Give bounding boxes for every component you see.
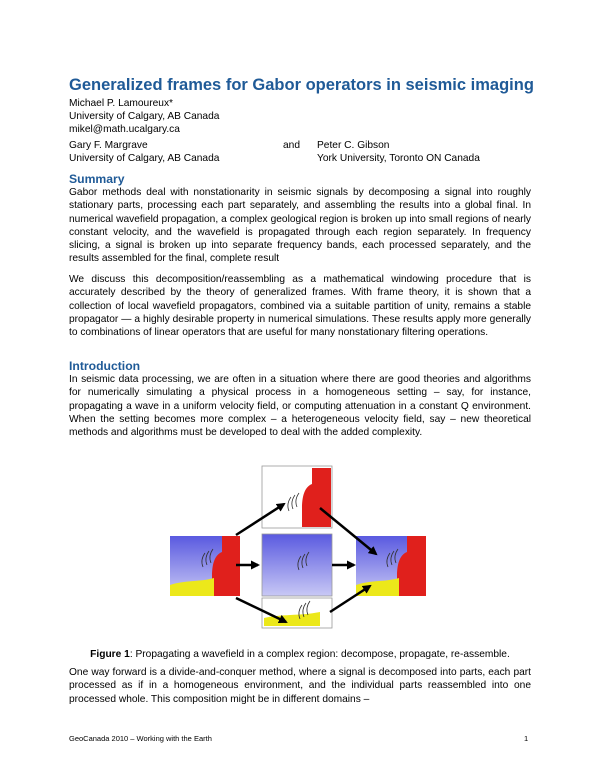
author-1-affiliation: University of Calgary, AB Canada — [69, 111, 220, 122]
figure-1-caption-text: : Propagating a wavefield in a complex region: decompose, propagate, re-assemble. — [129, 649, 510, 660]
footer-page-number: 1 — [524, 734, 529, 743]
summary-heading: Summary — [69, 172, 125, 186]
author-conjunction: and — [283, 140, 300, 151]
figure-1-caption — [60, 649, 540, 660]
author-3-name: Peter C. Gibson — [317, 140, 390, 151]
footer-conference: GeoCanada 2010 – Working with the Earth — [69, 734, 212, 743]
summary-paragraph-2: We discuss this decomposition/reassembling as a mathematical windowing procedure that is accurately described by the theory of generalized frames. With frame theory, it is shown that a collection of local wavefield propagators, combined via a suitable partition of unity, remains a stable propagator — a highly desirable property in numerical simulations. These results apply more generally to combinations of linear operators that are useful for many nonstationary filtering operations. — [69, 274, 531, 339]
introduction-paragraph-1: In seismic data processing, we are often in a situation where there are good theories and algorithms for numerically simulating a physical process in a homogeneous setting – say, for instance, propagating a wave in a uniform velocity field, or computing attenuation in a constant Q environment. When the setting becomes more complex – a heterogeneous velocity field, say – new theoretical methods and algorithms must be developed to deal with the added complexity. — [69, 374, 531, 439]
subregion-panel-bottom — [262, 598, 332, 628]
summary-paragraph-1: Gabor methods deal with nonstationarity in seismic signals by decomposing a signal into roughly stationary parts, processing each part separately, and assembling the results into a global final. In numerical wavefield propagation, a complex geological region is broken up into small regions of nearly constant velocity, and the wavefield is propagated through each region separately. In frequency slicing, a signal is broken up into separate frequency bands, each processed separately, and the results assembled for the final, complete result — [69, 187, 531, 265]
introduction-heading: Introduction — [69, 359, 141, 373]
author-2-affiliation: University of Calgary, AB Canada — [69, 153, 220, 164]
author-3-affiliation: York University, Toronto ON Canada — [317, 153, 480, 164]
introduction-paragraph-2: One way forward is a divide-and-conquer method, where a signal is decomposed into parts, each part processed as if in a homogeneous environment, and the individual parts reassembled into one processed whole. This composition might be in different domains – — [69, 667, 531, 705]
figure-1-label: Figure 1 — [90, 649, 130, 660]
arrow-assemble-bottom — [330, 586, 370, 612]
subregion-panel-top — [262, 466, 332, 528]
author-1-email: mikel@math.ucalgary.ca — [69, 124, 180, 135]
author-1-name: Michael P. Lamoureux* — [69, 98, 174, 109]
paper-title: Generalized frames for Gabor operators in seismic imaging — [69, 76, 534, 94]
author-2-name: Gary F. Margrave — [69, 140, 148, 151]
subregion-panel-middle — [262, 534, 332, 596]
full-region-panel-left — [170, 536, 240, 596]
